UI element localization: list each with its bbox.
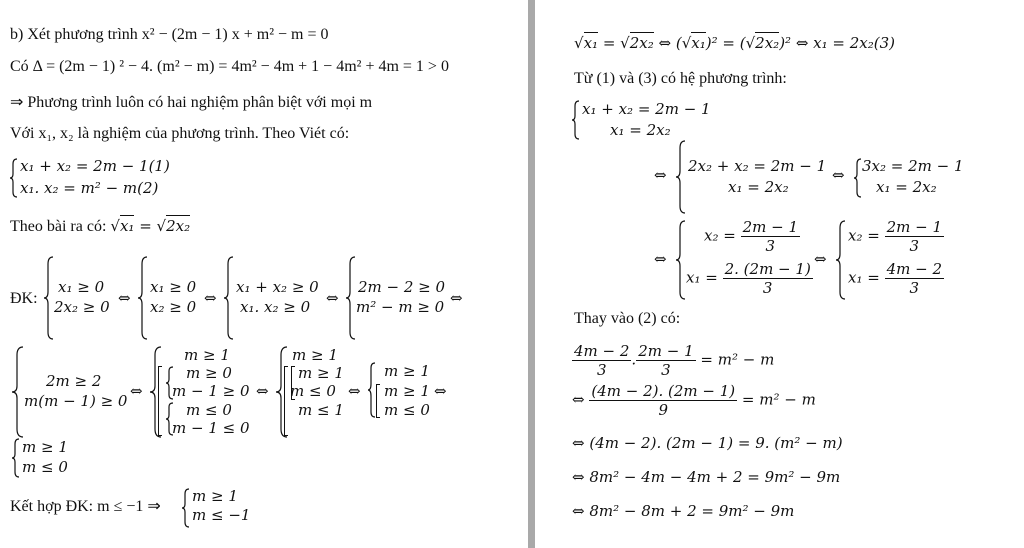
dk4-line-2: m² − m ≥ 0 xyxy=(356,298,445,316)
sys7-line-4: m ≤ 1 xyxy=(298,401,344,419)
sys5-line-2: m(m − 1) ≥ 0 xyxy=(24,392,128,410)
arrow-8: ⇔ xyxy=(434,382,447,400)
eq2-rhs: = m² − m xyxy=(741,390,816,409)
sys9-line-1: m ≥ 1 xyxy=(22,438,68,456)
line-root-eq xyxy=(574,34,895,52)
sysD-x2-den: 3 xyxy=(765,237,776,255)
sys7-line-1: m ≥ 1 xyxy=(292,346,338,364)
sys7-line-2: m ≥ 1 xyxy=(298,364,344,382)
sysE-x2-frac xyxy=(885,218,944,255)
sysE-x2-den: 3 xyxy=(909,237,920,255)
eq1 xyxy=(572,342,774,379)
eq2-arrow: ⇔ xyxy=(572,390,585,409)
arrow-E: ⇔ xyxy=(814,250,827,268)
viet-brace xyxy=(10,158,18,198)
dk2-brace xyxy=(138,256,148,340)
sysC-line-1: 3x₂ = 2m − 1 xyxy=(862,157,964,175)
eq4: ⇔ 8m² − 4m − 4m + 2 = 9m² − 9m xyxy=(572,468,841,486)
root-arrow: ⇔ xyxy=(658,34,676,52)
eq1-den-1: 3 xyxy=(596,361,607,379)
dk4-brace xyxy=(346,256,356,340)
dk1-line-1: x₁ ≥ 0 xyxy=(58,278,105,296)
sys6-bracket xyxy=(158,366,162,436)
sys5-line-1: 2m ≥ 2 xyxy=(46,372,102,390)
dk3-line-1: x₁ + x₂ ≥ 0 xyxy=(236,278,319,296)
dk4-line-1: 2m − 2 ≥ 0 xyxy=(358,278,446,296)
sysE-x1 xyxy=(848,260,944,297)
eq1-rhs: = m² − m xyxy=(700,350,775,369)
line-substitute: Thay vào (2) có: xyxy=(574,310,681,327)
arrow-4: ⇔ xyxy=(450,289,463,307)
viet-line-2: x₁. x₂ = m² − m(2) xyxy=(20,179,159,197)
eq1-frac-2 xyxy=(636,342,695,379)
arrow-3: ⇔ xyxy=(326,289,339,307)
line-delta: Có Δ = (2m − 1) ² − 4. (m² − m) = 4m² − 4m + 1 − 4m² + 4m = 1 > 0 xyxy=(10,58,449,75)
eq1-frac-1 xyxy=(572,342,631,379)
root-result: ⇔ x₁ = 2x₂(3) xyxy=(795,34,896,52)
dk1-brace xyxy=(44,256,54,340)
viet-line-1: x₁ + x₂ = 2m − 1(1) xyxy=(20,157,170,175)
arrow-B: ⇔ xyxy=(654,166,667,184)
dk2-line-2: x₂ ≥ 0 xyxy=(150,298,197,316)
sysD-x1-num: 2. (2m − 1) xyxy=(724,260,811,278)
right-page xyxy=(536,0,1024,548)
sysD-brace xyxy=(676,220,686,300)
sysB-line-2: x₁ = 2x₂ xyxy=(728,178,789,196)
sys8-line-2: m ≥ 1 xyxy=(384,382,430,400)
root-expr-1: √x₁ = √2x₂ xyxy=(574,34,654,52)
sysE-brace xyxy=(836,220,846,300)
eq2-den: 9 xyxy=(658,401,669,419)
sysA-line-2: x₁ = 2x₂ xyxy=(610,121,671,139)
arrow-2: ⇔ xyxy=(204,289,217,307)
eq1-dot: . xyxy=(631,350,637,369)
last-line-1: m ≥ 1 xyxy=(192,487,238,505)
sysD-x2-label: x₂ = xyxy=(704,226,736,245)
sysD-x1-label: x₁ = xyxy=(686,268,718,287)
sysA-brace xyxy=(572,100,580,140)
sysE-x2 xyxy=(848,218,944,255)
sys8-line-3: m ≤ 0 xyxy=(384,401,430,419)
arrow-5: ⇔ xyxy=(130,382,143,400)
sys7-bracket xyxy=(284,366,288,436)
sys5-brace xyxy=(12,346,24,438)
sysD-x2-frac xyxy=(741,218,800,255)
sysA-line-1: x₁ + x₂ = 2m − 1 xyxy=(582,100,711,118)
sys6-line-3: m − 1 ≥ 0 xyxy=(172,382,250,400)
sys8-bracket xyxy=(376,384,380,418)
sysD-x1-frac xyxy=(723,260,813,297)
eq1-num-2: 2m − 1 xyxy=(638,342,694,360)
sys8-brace xyxy=(368,362,376,418)
sysE-x1-num: 4m − 2 xyxy=(886,260,943,278)
root-expr-2: (√x₁)² = (√2x₂)² xyxy=(675,34,796,52)
sysE-x1-frac xyxy=(885,260,944,297)
arrow-7: ⇔ xyxy=(348,382,361,400)
sysD-x2 xyxy=(704,218,800,255)
arrow-D: ⇔ xyxy=(654,250,667,268)
sys6-line-4: m ≤ 0 xyxy=(186,401,232,419)
eq1-num-1: 4m − 2 xyxy=(574,342,630,360)
last-brace xyxy=(182,488,190,528)
line-equation: b) Xét phương trình x² − (2m − 1) x + m² − m = 0 xyxy=(10,26,329,43)
eq3: ⇔ (4m − 2). (2m − 1) = 9. (m² − m) xyxy=(572,434,843,452)
line-condition xyxy=(10,217,190,236)
sysB-brace xyxy=(676,140,686,214)
sysC-brace xyxy=(854,158,862,198)
eq2 xyxy=(572,382,816,419)
sysE-x2-label: x₂ = xyxy=(848,226,880,245)
eq2-num: (4m − 2). (2m − 1) xyxy=(591,382,736,400)
sysE-x1-den: 3 xyxy=(909,279,920,297)
dk3-line-2: x₁. x₂ ≥ 0 xyxy=(240,298,311,316)
last-line-2: m ≤ −1 xyxy=(192,506,251,524)
sys6-line-1: m ≥ 1 xyxy=(184,346,230,364)
dk1-line-2: 2x₂ ≥ 0 xyxy=(54,298,110,316)
page-divider xyxy=(528,0,535,548)
sysE-x1-label: x₁ = xyxy=(848,268,880,287)
dk-label: ĐK: xyxy=(10,290,38,307)
dk3-brace xyxy=(224,256,234,340)
sys9-line-2: m ≤ 0 xyxy=(22,458,68,476)
arrow-1: ⇔ xyxy=(118,289,131,307)
eq1-den-2: 3 xyxy=(661,361,671,379)
condition-label: Theo bài ra có: xyxy=(10,218,111,235)
sysD-x1-den: 3 xyxy=(762,279,773,297)
sysC-line-2: x₁ = 2x₂ xyxy=(876,178,937,196)
sysE-x2-num: 2m − 1 xyxy=(886,218,943,236)
line-conclusion: ⇒ Phương trình luôn có hai nghiệm phân biệt với mọi m xyxy=(10,94,373,111)
eq5: ⇔ 8m² − 8m + 2 = 9m² − 9m xyxy=(572,502,795,520)
sysD-x1 xyxy=(686,260,813,297)
arrow-6: ⇔ xyxy=(256,382,269,400)
condition-root-eq: √x₁ = √2x₂ xyxy=(110,217,191,235)
sysB-line-1: 2x₂ + x₂ = 2m − 1 xyxy=(688,157,827,175)
sys7-line-3: m ≤ 0 xyxy=(290,382,336,400)
arrow-C: ⇔ xyxy=(832,166,845,184)
line-system-intro: Từ (1) và (3) có hệ phương trình: xyxy=(574,70,787,87)
sysD-x2-num: 2m − 1 xyxy=(742,218,799,236)
line-viet-intro: Với x₁, x₂ là nghiệm của phương trình. Theo Viét có: xyxy=(10,125,350,142)
sys9-brace xyxy=(12,438,20,478)
line-combine: Kết hợp ĐK: m ≤ −1 ⇒ xyxy=(10,498,161,515)
sys8-line-1: m ≥ 1 xyxy=(384,362,430,380)
sys6-line-2: m ≥ 0 xyxy=(186,364,232,382)
sys6-line-5: m − 1 ≤ 0 xyxy=(172,419,250,437)
eq2-frac xyxy=(589,382,737,419)
dk2-line-1: x₁ ≥ 0 xyxy=(150,278,197,296)
